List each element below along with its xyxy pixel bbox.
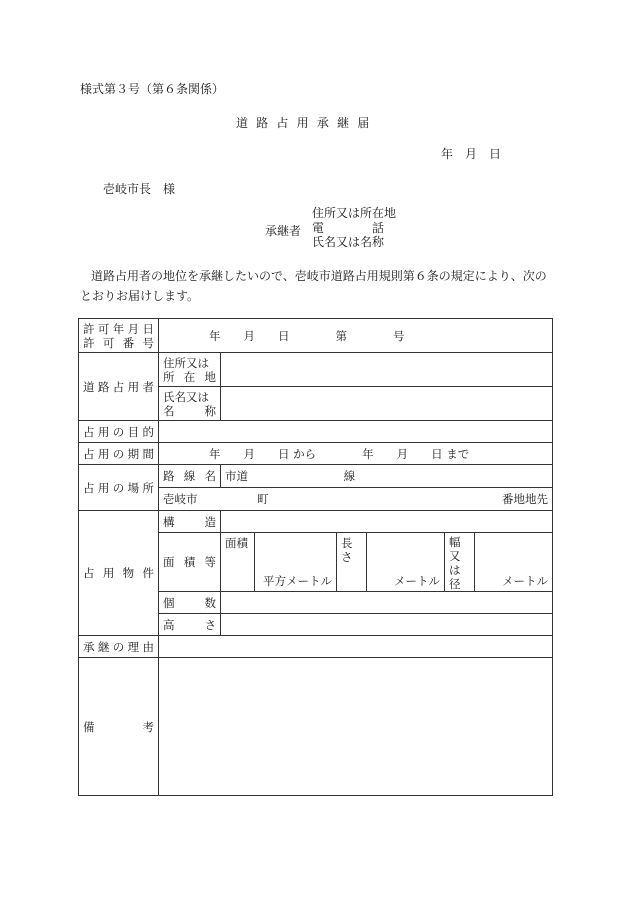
route-value-1: 市道: [225, 469, 248, 483]
place-address-line: [163, 492, 548, 506]
address-label-cell: [159, 353, 221, 387]
height-field[interactable]: [221, 614, 553, 636]
remarks-row: [79, 658, 553, 796]
date-line: 年 月 日: [441, 147, 502, 161]
route-label: 路線名: [159, 465, 221, 488]
height-label: 高さ: [159, 614, 221, 636]
successor-phone-label: 電 話: [312, 220, 385, 235]
name-label-cell: [159, 387, 221, 421]
lot-text: 番地地先: [502, 492, 549, 506]
width-label-cell: [445, 533, 475, 592]
width-label-1: 幅又: [449, 535, 461, 563]
length-unit: メートル: [367, 533, 445, 592]
purpose-row: [79, 421, 553, 443]
object-label: 占用物件: [79, 511, 159, 636]
town-text: 町: [257, 492, 269, 506]
successor-block: [312, 206, 396, 250]
successor-label: 承継者: [265, 224, 302, 238]
reason-label: 承継の理由: [79, 636, 159, 658]
addressee: 壱岐市長 様: [103, 182, 176, 196]
area-unit: 平方メートル: [255, 533, 337, 592]
object-structure-row: [79, 511, 553, 533]
route-value-2: 線: [343, 469, 356, 483]
succession-form-table: [78, 318, 553, 796]
permit-value-cell[interactable]: [159, 319, 553, 353]
successor-address-label: 住所又は所在地: [312, 206, 397, 220]
count-field[interactable]: [221, 592, 553, 614]
permit-row: [79, 319, 553, 353]
city-text: 壱岐市: [163, 492, 198, 506]
form-number: 様式第３号（第６条関係）: [80, 82, 225, 96]
occupant-address-row: [79, 353, 553, 387]
area-cell-label: 面積: [221, 533, 255, 592]
period-field[interactable]: [159, 443, 553, 465]
body-text: 道路占用者の地位を承継したいので、壱岐市道路占用規則第６条の規定により、次のとおりお届けします。: [80, 269, 547, 303]
area-label: 面積等: [159, 533, 221, 592]
route-field[interactable]: [221, 465, 553, 488]
period-value: 年 月 日 から 年 月 日 まで: [209, 446, 470, 461]
period-row: [79, 443, 553, 465]
width-unit: メートル: [475, 533, 553, 592]
remarks-label: [83, 720, 154, 734]
successor-name-label: 氏名又は名称: [312, 235, 385, 249]
purpose-label: 占用の目的: [79, 421, 159, 443]
place-address-field[interactable]: [159, 488, 553, 511]
permit-label-cell: [79, 319, 159, 353]
period-label: 占用の期間: [79, 443, 159, 465]
place-route-row: [79, 465, 553, 488]
reason-field[interactable]: [159, 636, 553, 658]
remarks-label-1: 備: [83, 719, 95, 734]
place-label: 占用の場所: [79, 465, 159, 511]
permit-date-label: 許可年月日: [83, 321, 154, 336]
remarks-field[interactable]: [159, 658, 553, 796]
length-label: 長さ: [337, 533, 367, 592]
page-title: 道路占用承継届: [236, 116, 378, 130]
purpose-field[interactable]: [159, 421, 553, 443]
count-label: 個数: [159, 592, 221, 614]
width-label-2: は径: [449, 563, 461, 591]
occupant-label: 道路占用者: [79, 353, 159, 421]
name-label-2: 名称: [163, 403, 216, 418]
remarks-label-cell: [79, 658, 159, 796]
address-label-1: 住所又は: [163, 355, 209, 370]
name-label-1: 氏名又は: [163, 389, 209, 404]
permit-value: 年 月 日 第 号: [209, 328, 405, 343]
occupant-name-field[interactable]: [221, 387, 553, 421]
reason-row: [79, 636, 553, 658]
remarks-label-2: 考: [142, 719, 154, 734]
structure-field[interactable]: [221, 511, 553, 533]
address-label-2: 所在地: [163, 369, 216, 384]
structure-label: 構造: [159, 511, 221, 533]
permit-number-label: 許可番号: [83, 335, 154, 350]
occupant-address-field[interactable]: [221, 353, 553, 387]
